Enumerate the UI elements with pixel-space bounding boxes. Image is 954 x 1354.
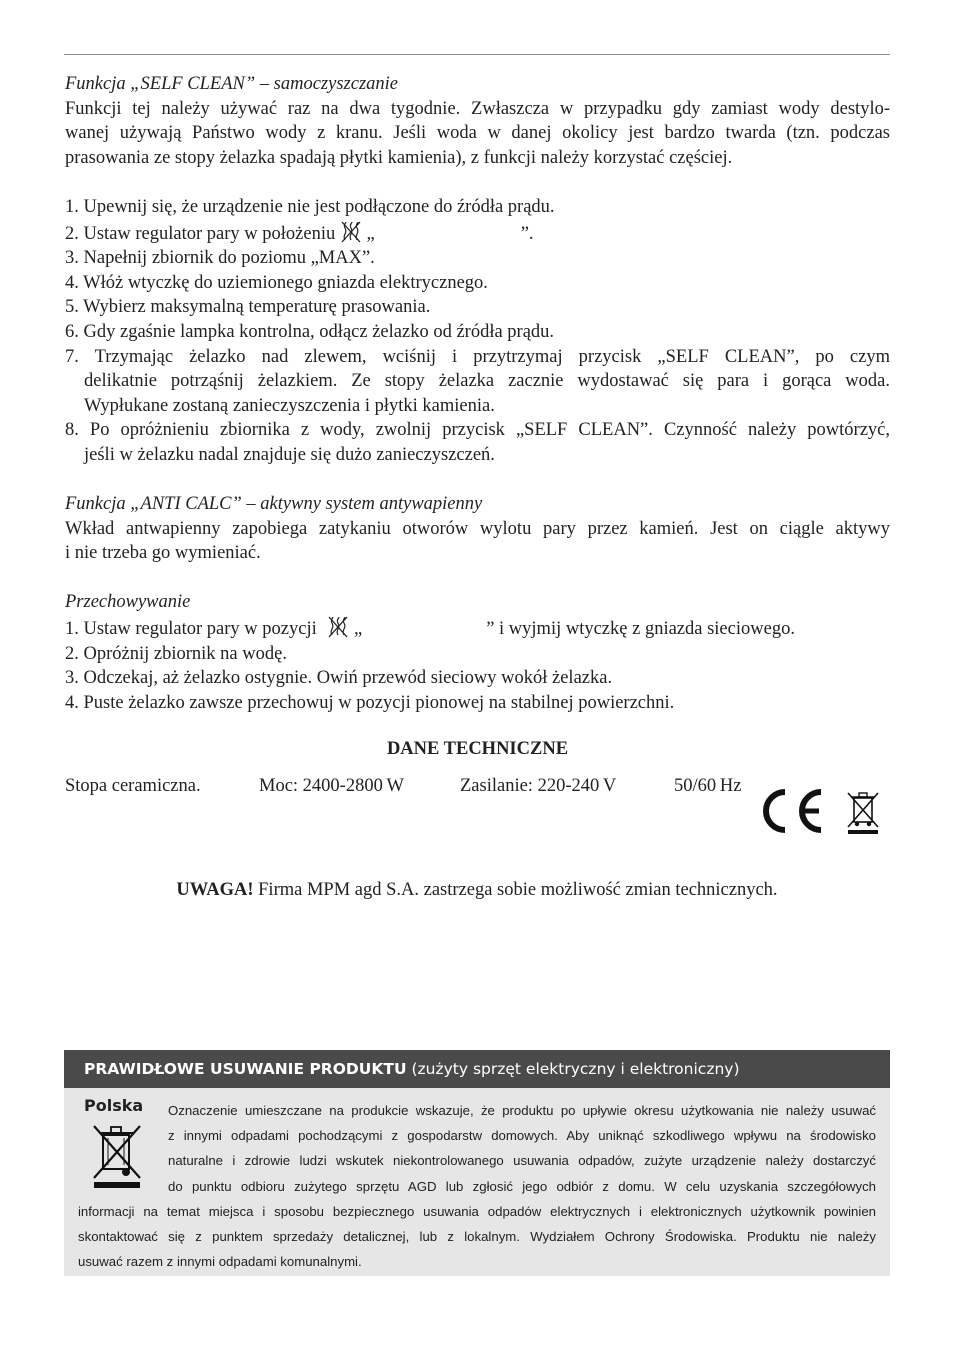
warning-text: Firma MPM agd S.A. zastrzega sobie możliwość zmian technicznych. <box>253 880 778 900</box>
storage-step-1-text: 1. Ustaw regulator pary w pozycji <box>65 619 317 640</box>
disposal-line-6: skontaktować się z punktem sprzedaży detalicznej, lub z lokalnym. Wydziałem Ochrony Środowiska. Produktu nie należy <box>78 1229 876 1245</box>
spec-supply: Zasilanie: 220-240 V <box>460 776 617 797</box>
crossed-bin-icon <box>88 1120 146 1190</box>
self-clean-step-6: 6. Gdy zgaśnie lampka kontrolna, odłącz żelazko od źródła prądu. <box>65 321 555 342</box>
disposal-line-1: Oznaczenie umieszczane na produkcie wskazuje, że produktu po upływie okresu użytkowania nie należy usuwać <box>168 1103 876 1118</box>
self-clean-step-7-line-1: 7. Trzymając żelazko nad zlewem, wciśnij i przytrzymaj przycisk „SELF CLEAN”, po czym <box>65 346 890 367</box>
disposal-line-3: naturalne i zdrowie ludzi wskutek niekontrolowanego usuwania odpadów, zużyte urządzenie należy dostarczyć <box>168 1153 876 1169</box>
self-clean-heading: Funkcja „SELF CLEAN” – samoczyszczanie <box>65 74 398 94</box>
self-clean-step-3: 3. Napełnij zbiornik do poziomu „MAX”. <box>65 248 375 269</box>
storage-step-1 <box>65 615 890 642</box>
main-content <box>65 72 890 834</box>
self-clean-step-7-line-3: Wypłukane zostaną zanieczyszczenia i płytki kamienia. <box>84 395 495 416</box>
step-2-quote-open: „ <box>366 223 375 244</box>
disposal-header <box>64 1050 890 1088</box>
self-clean-intro-2: wanej używają Państwo wody z kranu. Jeśli woda w danej okolicy jest bardzo twarda (tzn. podczas <box>65 123 890 144</box>
warning-note <box>0 878 954 903</box>
steam-off-icon <box>327 615 349 639</box>
storage-heading: Przechowywanie <box>65 592 191 613</box>
storage-step-1-end: ” i wyjmij wtyczkę z gniazda sieciowego. <box>486 619 795 640</box>
spec-power: Moc: 2400-2800 W <box>259 776 405 797</box>
storage-step-4: 4. Puste żelazko zawsze przechowuj w pozycji pionowej na stabilnej powierzchni. <box>65 692 675 713</box>
crossed-bin-icon <box>844 789 882 835</box>
step-2-text: 2. Ustaw regulator pary w położeniu <box>65 223 336 244</box>
steam-off-icon <box>340 220 362 244</box>
top-rule <box>64 54 890 55</box>
self-clean-step-4: 4. Włóż wtyczkę do uziemionego gniazda elektrycznego. <box>65 272 488 293</box>
self-clean-step-5: 5. Wybierz maksymalną temperaturę prasowania. <box>65 297 431 318</box>
country-label: Polska <box>84 1096 144 1115</box>
spec-frequency: 50/60 Hz <box>674 776 742 797</box>
disposal-line-2: z innymi odpadami pochodzącymi z gospodarstw domowych. Aby uniknąć szkodliwego wpływu na środowisko <box>168 1128 876 1144</box>
self-clean-step-1: 1. Upewnij się, że urządzenie nie jest podłączone do źródła prądu. <box>65 196 555 217</box>
warning-label: UWAGA! <box>176 880 254 900</box>
self-clean-step-8-line-2: jeśli w żelazku nadal znajduje się dużo zanieczyszczeń. <box>84 444 495 465</box>
anti-calc-heading: Funkcja „ANTI CALC” – aktywny system antywapienny <box>65 494 483 515</box>
disposal-subtitle: (zużyty sprzęt elektryczny i elektroniczny) <box>406 1060 740 1078</box>
storage-step-2: 2. Opróżnij zbiornik na wodę. <box>65 643 287 664</box>
disposal-line-5: informacji na temat miejsca i sposobu bezpiecznego usuwania odpadów elektrycznych i elektronicznych użytkownik powinien <box>78 1203 876 1219</box>
anti-calc-text-2: i nie trzeba go wymieniać. <box>65 543 261 564</box>
self-clean-intro-3: prasowania ze stopy żelazka spadają płytki kamienia), z funkcji należy korzystać częściej. <box>65 147 733 168</box>
tech-heading: DANE TECHNICZNE <box>386 739 569 760</box>
step-2-quote-close: ”. <box>520 223 534 244</box>
storage-quote-open: „ <box>353 619 363 640</box>
disposal-text <box>78 1098 876 1274</box>
disposal-box <box>64 1050 890 1276</box>
ce-mark-icon <box>757 788 825 834</box>
anti-calc-text-1: Wkład antwapienny zapobiega zatykaniu otworów wylotu pary przez kamień. Jest on ciągle aktywy <box>65 518 890 539</box>
spec-soleplate: Stopa ceramiczna. <box>65 776 201 797</box>
disposal-line-7: usuwać razem z innymi odpadami komunalnymi. <box>78 1254 362 1270</box>
disposal-title: PRAWIDŁOWE USUWANIE PRODUKTU <box>84 1060 407 1078</box>
self-clean-step-8-line-1: 8. Po opróżnieniu zbiornika z wody, zwolnij przycisk „SELF CLEAN”. Czynność należy powtórzyć, <box>65 420 890 441</box>
self-clean-intro-1: Funkcji tej należy używać raz na dwa tygodnie. Zwłaszcza w przypadku gdy zamiast wody destylo- <box>65 98 890 119</box>
storage-step-3: 3. Odczekaj, aż żelazko ostygnie. Owiń przewód sieciowy wokół żelazka. <box>65 668 613 689</box>
disposal-line-4: do punktu odbioru zużytego sprzętu AGD lub zgłosić jego odbiór z domu. W celu uzyskania szczegółowych <box>168 1178 876 1194</box>
self-clean-step-7-line-2: delikatnie potrząśnij żelazkiem. Ze stopy żelazka zacznie wydostawać się para i gorąca woda. <box>84 371 890 392</box>
self-clean-step-2 <box>65 220 890 247</box>
